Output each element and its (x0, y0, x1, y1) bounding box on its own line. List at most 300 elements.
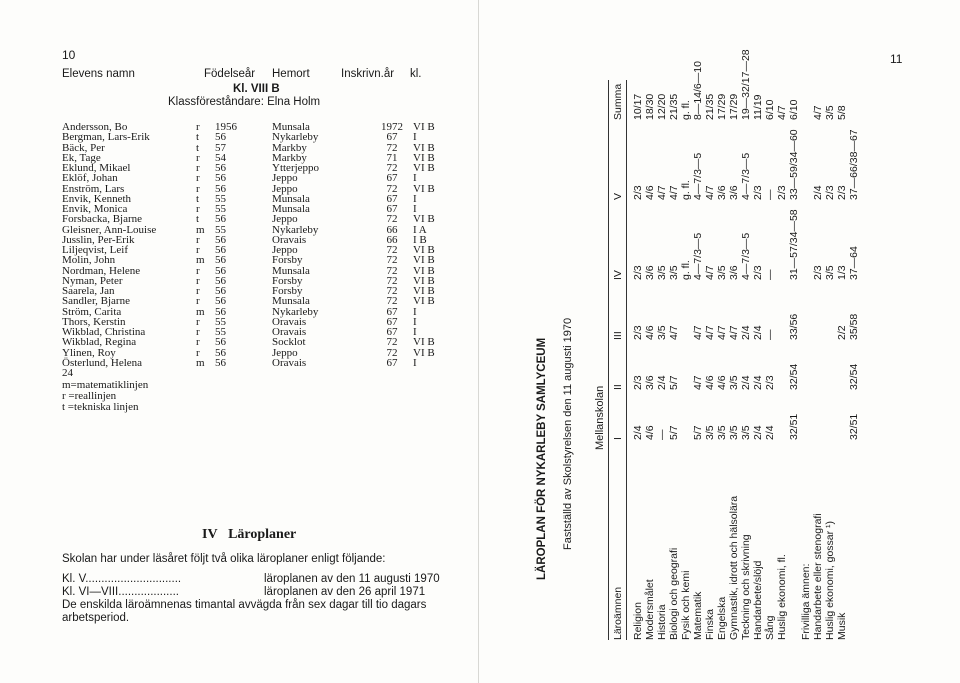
subject-label: Modersmålet (644, 579, 656, 640)
subject-label: Handarbete/slöjd (752, 560, 764, 640)
curriculum-row (848, 20, 860, 640)
grade-cell: 32/54 (788, 363, 800, 390)
header-home: Hemort (272, 68, 310, 80)
grade-cell: 33—59/34—60 (788, 129, 800, 200)
student-kl: I (413, 203, 417, 215)
grade-cell: 2/2 (836, 325, 848, 340)
plan-dots: ................... (118, 586, 179, 598)
student-line: r (196, 285, 200, 297)
student-kl: VI B (413, 244, 435, 256)
student-home: Jeppo (272, 346, 298, 359)
curriculum-subtitle: Fastställd av Skolstyrelsen den 11 augusti 1970 (562, 317, 574, 550)
subject-label: Historia (656, 604, 668, 640)
student-line: m (196, 305, 205, 318)
student-kl: I (413, 305, 417, 318)
student-kl: I (413, 315, 417, 328)
student-name: Österlund, Helena (62, 356, 143, 369)
student-name: Forsbacka, Bjarne (62, 213, 143, 226)
curriculum-row (836, 20, 848, 640)
curriculum-row (692, 20, 704, 640)
student-home: Nykarleby (272, 305, 319, 318)
subject-label: Finska (704, 609, 716, 640)
grade-cell: — (764, 189, 776, 200)
plan-text: läroplanen av den 26 april 1971 (264, 586, 426, 598)
grade-cell: 3/6 (644, 265, 656, 280)
grade-cell: 3/6 (716, 185, 728, 200)
sum-cell: 19—32/17—28 (740, 49, 752, 120)
student-name: Sandler, Bjarne (62, 295, 130, 308)
grade-cell: 3/5 (740, 425, 752, 440)
student-kl: I (413, 326, 417, 338)
student-inskrivn: 72 (386, 254, 398, 267)
student-line: m (196, 356, 205, 369)
column-headers (612, 20, 624, 640)
student-home: Jeppo (272, 213, 298, 226)
student-name: Wikblad, Regina (62, 336, 137, 349)
grade-cell: 4/6 (644, 425, 656, 440)
student-line: r (196, 121, 200, 133)
grade-cell: 2/4 (764, 425, 776, 440)
student-kl: I A (413, 223, 427, 236)
student-name: Ek, Tage (62, 151, 101, 164)
grade-cell: 4—7/3—5 (692, 152, 704, 200)
student-line: t (196, 131, 200, 144)
plan-kl: Kl. V (62, 573, 86, 585)
student-year: 56 (215, 295, 226, 308)
class-title: Kl. VIII B (233, 83, 280, 95)
student-inskrivn: 66 (386, 223, 398, 236)
grade-cell: 4/7 (704, 325, 716, 340)
student-kl: VI B (413, 141, 435, 154)
student-year: 56 (215, 274, 226, 287)
grade-cell: 2/4 (740, 375, 752, 390)
col-header-1: I (612, 437, 624, 440)
student-name: Saarela, Jan (62, 285, 115, 297)
student-home: Jeppo (272, 172, 298, 185)
section-heading (202, 527, 296, 543)
grade-cell: 4/7 (692, 375, 704, 390)
sum-cell: 6/10 (788, 99, 800, 120)
student-kl: VI B (413, 285, 435, 297)
student-inskrivn: 72 (386, 182, 398, 195)
grade-cell: 2/3 (632, 185, 644, 200)
plans-intro: Skolan har under läsåret följt två olika läroplaner enligt följande: (62, 553, 386, 565)
plan-row (62, 586, 426, 599)
grade-cell: 2/4 (740, 325, 752, 340)
student-year: 56 (215, 131, 226, 144)
sum-cell: 17/29 (728, 93, 740, 120)
student-line: r (196, 295, 200, 308)
student-name: Enström, Lars (62, 182, 125, 195)
grade-cell: 3/5 (728, 425, 740, 440)
student-line: r (196, 264, 200, 277)
subject-label: Biologi och geografi (668, 547, 680, 640)
grade-cell: 3/5 (728, 375, 740, 390)
student-year: 56 (215, 162, 226, 174)
student-line: r (196, 274, 200, 287)
plan-kl: Kl. VI—VIII (62, 586, 119, 598)
curriculum-table-rotated (536, 20, 860, 640)
student-inskrivn: 66 (386, 233, 398, 246)
student-line: t (196, 141, 200, 154)
student-inskrivn: 72 (386, 244, 398, 256)
student-inskrivn: 67 (386, 203, 398, 215)
grade-cell: 5/7 (668, 425, 680, 440)
grade-cell: 2/4 (656, 375, 668, 390)
student-name: Molin, John (62, 254, 116, 267)
subject-label: Engelska (716, 596, 728, 640)
student-kl: VI B (413, 346, 435, 359)
student-year: 55 (215, 203, 226, 215)
curriculum-title: LÄROPLAN FÖR NYKARLEBY SAMLYCEUM (536, 337, 548, 580)
student-inskrivn: 72 (386, 295, 398, 308)
grade-cell: 4/7 (668, 185, 680, 200)
student-home: Forsby (272, 274, 303, 287)
grade-cell: 32/54 (848, 363, 860, 390)
grade-cell: 3/6 (728, 185, 740, 200)
student-kl: VI B (413, 254, 435, 267)
subject-label: Huslig ekonomi, gossar ¹) (824, 520, 836, 640)
grade-cell: 31—57/34—58 (788, 209, 800, 280)
student-name: Liljeqvist, Leif (62, 244, 128, 256)
col-header-4: IV (612, 270, 624, 280)
col-header-subject: Läroämnen (612, 586, 624, 640)
student-home: Nykarleby (272, 131, 319, 144)
sum-cell: 12/20 (656, 93, 668, 120)
curriculum-row (776, 20, 788, 640)
sum-cell: 4/7 (812, 105, 824, 120)
col-header-5: V (612, 192, 624, 200)
curriculum-row (704, 20, 716, 640)
school-name: Mellanskolan (594, 385, 606, 450)
legend-m: m=matematiklinjen (62, 379, 149, 391)
grade-cell: 1/3 (836, 265, 848, 280)
student-year: 56 (215, 305, 226, 318)
student-year: 56 (215, 244, 226, 256)
student-line: r (196, 315, 200, 328)
subject-label: Matematik (692, 591, 704, 640)
sum-cell: 10/17 (632, 93, 644, 120)
grade-cell: 4—7/3—5 (740, 232, 752, 280)
student-name: Bäck, Per (62, 141, 105, 154)
grade-cell: 4/7 (728, 325, 740, 340)
student-home: Forsby (272, 285, 303, 297)
curriculum-row (824, 20, 836, 640)
section-title: Läroplaner (228, 527, 297, 542)
student-home: Ytterjeppo (272, 162, 320, 174)
subject-label: Fysik och kemi (680, 570, 692, 640)
student-home: Oravais (272, 233, 307, 246)
grade-cell: 4/6 (716, 375, 728, 390)
grade-cell: 4—7/3—5 (740, 152, 752, 200)
student-kl: VI B (413, 213, 435, 226)
student-kl: VI B (413, 336, 435, 349)
sum-cell: 11/19 (752, 94, 764, 120)
grade-cell: 3/5 (668, 265, 680, 280)
student-name: Nordman, Helene (62, 264, 141, 277)
grade-cell: 5/7 (668, 375, 680, 390)
student-name: Andersson, Bo (62, 121, 128, 133)
student-inskrivn: 72 (386, 346, 398, 359)
grade-cell: 3/6 (644, 375, 656, 390)
col-header-sum: Summa (612, 83, 624, 120)
student-name: Gleisner, Ann-Louise (62, 223, 157, 236)
student-year: 55 (215, 326, 226, 338)
right-page-number: 11 (890, 52, 903, 66)
student-year: 56 (215, 285, 226, 297)
student-total: 24 (62, 367, 73, 379)
grade-cell: — (764, 329, 776, 340)
curriculum-row (752, 20, 764, 640)
student-inskrivn: 67 (386, 172, 398, 185)
student-home: Oravais (272, 326, 307, 338)
student-inskrivn: 72 (386, 162, 398, 174)
sum-cell: 6/10 (764, 99, 776, 120)
grade-cell: 4/6 (704, 375, 716, 390)
student-inskrivn: 72 (386, 213, 398, 226)
student-home: Oravais (272, 356, 307, 369)
header-inskrivn: Inskrivn.år (341, 68, 395, 80)
subject-label: Gymnastik, idrott och hälsolära (728, 495, 740, 640)
grade-cell: 3/5 (716, 425, 728, 440)
student-home: Jeppo (272, 244, 298, 256)
student-line: r (196, 203, 200, 215)
student-inskrivn: 72 (386, 285, 398, 297)
student-home: Markby (272, 151, 307, 164)
legend-r: r =reallinjen (62, 390, 117, 402)
student-home: Munsala (272, 192, 310, 205)
student-name: Eklöf, Johan (62, 172, 118, 185)
student-line: t (196, 213, 200, 226)
student-name: Thors, Kerstin (62, 315, 126, 328)
grade-cell: 2/3 (752, 185, 764, 200)
student-home: Jeppo (272, 182, 298, 195)
student-inskrivn: 71 (386, 151, 398, 164)
grade-cell: g. fl. (680, 260, 692, 280)
grade-cell: 3/5 (716, 265, 728, 280)
student-year: 56 (215, 264, 226, 277)
student-inskrivn: 67 (386, 326, 398, 338)
sum-cell: 17/29 (716, 93, 728, 120)
student-kl: I B (413, 233, 427, 246)
section-number: IV (202, 527, 218, 542)
header-kl: kl. (410, 68, 422, 80)
student-kl: I (413, 356, 417, 369)
curriculum-row (716, 20, 728, 640)
col-header-2: II (612, 384, 624, 390)
grade-cell: 3/5 (656, 325, 668, 340)
subject-label: Huslig ekonomi, fl. (776, 554, 788, 640)
student-name: Eklund, Mikael (62, 162, 131, 174)
student-year: 56 (215, 346, 226, 359)
student-home: Munsala (272, 295, 310, 308)
grade-cell: 4/7 (692, 325, 704, 340)
grade-cell: 2/4 (752, 425, 764, 440)
student-year: 56 (215, 254, 226, 267)
sum-cell: 5/8 (836, 105, 848, 120)
student-year: 56 (215, 356, 226, 369)
student-inskrivn: 67 (386, 305, 398, 318)
grade-cell: 4/7 (656, 185, 668, 200)
student-kl: VI B (413, 295, 435, 308)
student-line: r (196, 233, 200, 246)
grade-cell: 4/7 (704, 185, 716, 200)
student-year: 55 (215, 192, 226, 205)
student-year: 57 (215, 141, 226, 154)
grade-cell: 3/5 (704, 425, 716, 440)
student-inskrivn: 1972 (381, 121, 403, 133)
header-rule-bottom (626, 80, 627, 640)
grade-cell: 5/7 (692, 425, 704, 440)
student-year: 56 (215, 336, 226, 349)
plan-text: läroplanen av den 11 augusti 1970 (264, 573, 440, 585)
curriculum-row (812, 20, 824, 640)
student-kl: VI B (413, 264, 435, 277)
student-kl: I (413, 192, 417, 205)
student-inskrivn: 72 (386, 336, 398, 349)
student-inskrivn: 72 (386, 274, 398, 287)
grade-cell: 4/7 (668, 325, 680, 340)
student-name: Envik, Monica (62, 203, 128, 215)
student-line: r (196, 182, 200, 195)
header-born: Födelseår (204, 68, 256, 80)
student-line: t (196, 192, 200, 205)
student-home: Nykarleby (272, 223, 319, 236)
plan-dots: .............................. (85, 573, 182, 585)
student-home: Munsala (272, 121, 310, 133)
student-line: m (196, 254, 205, 267)
left-page-number: 10 (62, 48, 76, 62)
student-line: r (196, 162, 200, 174)
student-inskrivn: 72 (386, 141, 398, 154)
curriculum-row (644, 20, 656, 640)
hours-note-line2: arbetsperiod. (62, 612, 130, 624)
curriculum-row (680, 20, 692, 640)
grade-cell: 2/3 (632, 375, 644, 390)
student-year: 55 (215, 315, 226, 328)
sum-cell: 18/30 (644, 93, 656, 120)
grade-cell: 2/3 (812, 265, 824, 280)
student-line: r (196, 244, 200, 256)
student-line: r (196, 172, 200, 185)
student-year: 56 (215, 172, 226, 185)
student-name: Jusslin, Per-Erik (62, 233, 135, 246)
class-teacher: Klassföreståndare: Elna Holm (168, 96, 321, 108)
student-home: Oravais (272, 315, 307, 328)
curriculum-row (788, 20, 800, 640)
sum-cell: 8—14/6—10 (692, 61, 704, 120)
grade-cell: 2/3 (776, 185, 788, 200)
student-name: Ylinen, Roy (62, 346, 116, 359)
grade-cell: 4/6 (644, 325, 656, 340)
student-home: Forsby (272, 254, 303, 267)
subject-label: Teckning och skrivning (740, 534, 752, 640)
student-kl: I (413, 131, 417, 144)
hours-note-line1: De enskilda läroämnenas timantal avvägda från sex dagar till tio dagars (62, 599, 427, 611)
student-inskrivn: 67 (386, 356, 398, 369)
grade-cell: 33/56 (788, 313, 800, 340)
student-line: r (196, 151, 200, 164)
student-inskrivn: 67 (386, 192, 398, 205)
student-year: 55 (215, 223, 226, 236)
curriculum-row (632, 20, 644, 640)
student-name: Bergman, Lars-Erik (62, 131, 150, 144)
grade-cell: 2/4 (812, 185, 824, 200)
sum-cell: 21/35 (704, 93, 716, 120)
grade-cell: 2/4 (752, 325, 764, 340)
student-year: 56 (215, 233, 226, 246)
student-home: Munsala (272, 203, 310, 215)
grade-cell: g. fl. (680, 180, 692, 200)
grade-cell: 3/5 (824, 265, 836, 280)
subject-label: Religion (632, 602, 644, 640)
sum-cell: g. fl. (680, 100, 692, 120)
student-line: m (196, 223, 205, 236)
grade-cell: 35/58 (848, 313, 860, 340)
grade-cell: 2/3 (764, 375, 776, 390)
student-home: Munsala (272, 264, 310, 277)
student-name: Envik, Kenneth (62, 192, 132, 205)
grade-cell: 4/7 (704, 265, 716, 280)
grade-cell: 3/6 (728, 265, 740, 280)
student-line: r (196, 336, 200, 349)
student-line: r (196, 326, 200, 338)
student-inskrivn: 72 (386, 264, 398, 277)
header-rule (608, 80, 609, 640)
student-inskrivn: 67 (386, 131, 398, 144)
legend-t: t =tekniska linjen (62, 401, 139, 413)
grade-cell: 32/51 (848, 413, 860, 440)
subject-label: Handarbete eller stenografi (812, 513, 824, 640)
student-kl: I (413, 172, 417, 185)
col-header-3: III (612, 331, 624, 340)
student-inskrivn: 67 (386, 315, 398, 328)
student-kl: VI B (413, 162, 435, 174)
curriculum-row (656, 20, 668, 640)
curriculum-row (668, 20, 680, 640)
sum-cell: 4/7 (776, 105, 788, 120)
grade-cell: 2/3 (752, 265, 764, 280)
student-kl: VI B (413, 121, 435, 133)
student-kl: VI B (413, 151, 435, 164)
grade-cell: 2/4 (632, 425, 644, 440)
grade-cell: 37—64 (848, 246, 860, 280)
student-line: r (196, 346, 200, 359)
student-year: 56 (215, 182, 226, 195)
grade-cell: — (764, 269, 776, 280)
student-name: Ström, Carita (62, 305, 122, 318)
student-kl: VI B (413, 274, 435, 287)
sum-cell: 21/35 (668, 93, 680, 120)
curriculum-row (740, 20, 752, 640)
header-name: Elevens namn (62, 68, 135, 80)
sum-cell: 3/5 (824, 105, 836, 120)
student-home: Markby (272, 141, 307, 154)
grade-cell: 3/5 (656, 265, 668, 280)
subject-label: Musik (836, 612, 848, 640)
grade-cell: 2/3 (836, 185, 848, 200)
subject-label: Frivilliga ämnen: (800, 563, 812, 640)
student-kl: VI B (413, 182, 435, 195)
grade-cell: 37—66/38—67 (848, 129, 860, 200)
grade-cell: 4/7 (716, 325, 728, 340)
curriculum-row (800, 20, 812, 640)
student-year: 1956 (215, 121, 237, 133)
grade-cell: 2/3 (632, 325, 644, 340)
student-name: Nyman, Peter (62, 274, 123, 287)
subject-label: Sång (764, 615, 776, 640)
student-home: Socklot (272, 336, 306, 349)
